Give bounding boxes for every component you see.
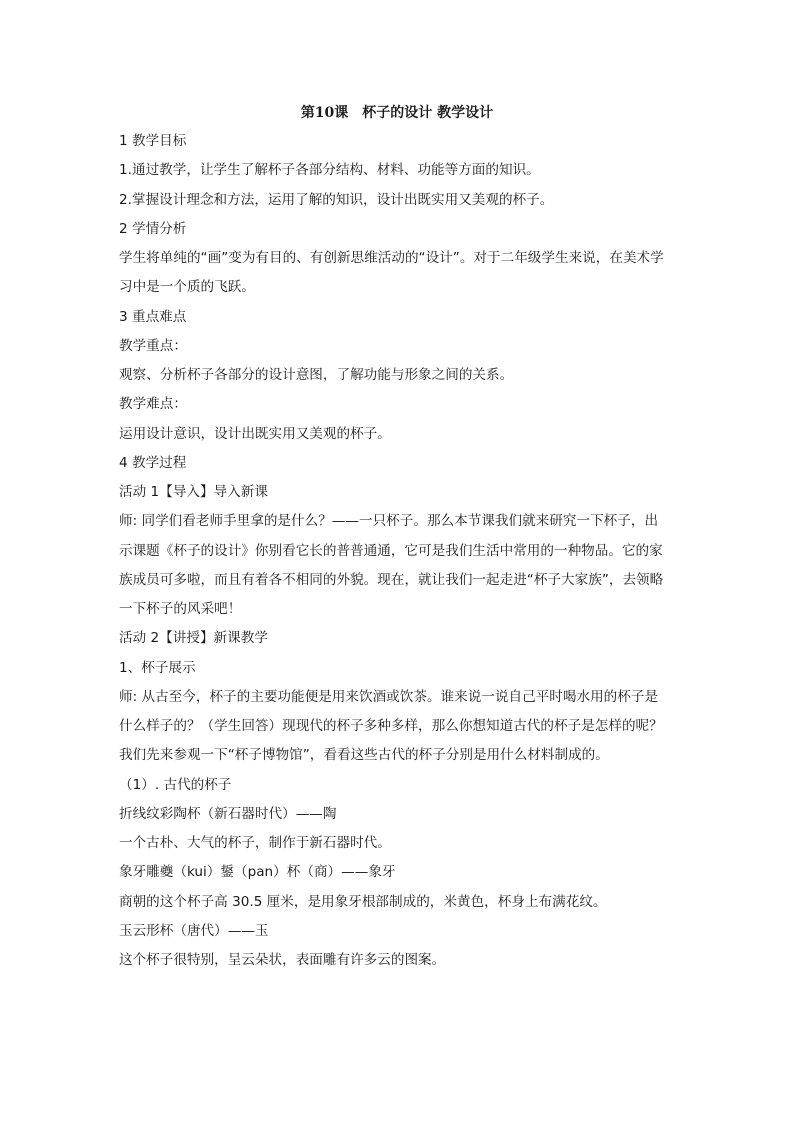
- subheading-difficulty: 教学难点：: [119, 396, 187, 413]
- paragraph-line: 示课题《杯子的设计》你别看它长的普普通通，它可是我们生活中常用的一种物品。它的家: [119, 542, 663, 559]
- subsection-heading-cup-display: 1、杯子展示: [119, 659, 196, 676]
- cup-item-description: 一个古朴、大气的杯子，制作于新石器时代。: [119, 835, 391, 851]
- paragraph-line: 一下杯子的风采吧！: [119, 601, 242, 617]
- cup-item-title: 玉云形杯（唐代）——玉: [119, 922, 269, 939]
- paragraph-line: 观察、分析杯子各部分的设计意图，了解功能与形象之间的关系。: [119, 367, 514, 383]
- section-heading-objectives: 1 教学目标: [119, 133, 187, 149]
- section-heading-student-analysis: 2 学情分析: [119, 220, 187, 237]
- objective-item-2: 2.掌握设计理念和方法，运用了解的知识，设计出既实用又美观的杯子。: [119, 191, 554, 208]
- paragraph-line: 学生将单纯的“画”变为有目的、有创新思维活动的“设计”。对于二年级学生来说，在美术学: [119, 250, 664, 266]
- activity-heading-2: 活动 2【讲授】新课教学: [119, 630, 268, 647]
- cup-item-description: 这个杯子很特别，呈云朵状，表面雕有许多云的图案。: [119, 952, 446, 968]
- document-title: 第10课 杯子的设计 教学设计: [300, 105, 494, 121]
- cup-item-title: 折线纹彩陶杯（新石器时代）——陶: [119, 805, 337, 822]
- activity-heading-1: 活动 1【导入】导入新课: [119, 484, 268, 500]
- subheading-key-point: 教学重点：: [119, 337, 187, 354]
- paragraph-line: 师: 同学们看老师手里拿的是什么？——一只杯子。那么本节课我们就来研究一下杯子，出: [119, 513, 659, 530]
- paragraph-line: 族成员可多啦，而且有着各不相同的外貌。现在，就让我们一起走进“杯子大家族”，去领略: [119, 571, 664, 588]
- cup-item-description: 商朝的这个杯子高 30.5 厘米，是用象牙根部制成的，米黄色，杯身上布满花纹。: [119, 893, 607, 910]
- objective-item-1: 1.通过教学，让学生了解杯子各部分结构、材料、功能等方面的知识。: [119, 162, 540, 179]
- section-heading-key-points: 3 重点难点: [119, 308, 187, 325]
- paragraph-line: 我们先来参观一下“杯子博物馆”，看看这些古代的杯子分别是用什么材料制成的。: [119, 747, 609, 764]
- subsection-heading-ancient-cups: （1）. 古代的杯子: [119, 776, 232, 793]
- cup-item-title: 象牙雕夔（kui）鋬（pan）杯（商）——象牙: [119, 864, 396, 881]
- document-body: [119, 131, 679, 979]
- paragraph-line: 什么样子的？（学生回答）现现代的杯子多种多样，那么你想知道古代的杯子是怎样的呢？: [119, 718, 663, 734]
- paragraph-line: 师: 从古至今，杯子的主要功能便是用来饮酒或饮茶。谁来说一说自己平时喝水用的杯子是: [119, 688, 659, 705]
- section-heading-process: 4 教学过程: [119, 454, 187, 471]
- paragraph-line: 运用设计意识，设计出既实用又美观的杯子。: [119, 425, 391, 442]
- paragraph-line: 习中是一个质的飞跃。: [119, 279, 255, 296]
